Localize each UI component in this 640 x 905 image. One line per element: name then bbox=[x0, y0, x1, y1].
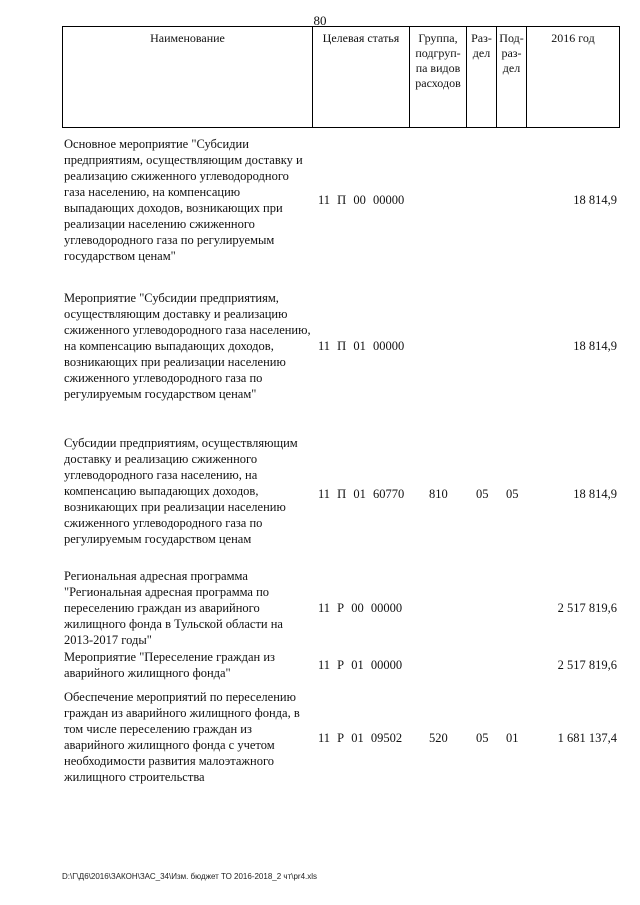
row-group: 810 bbox=[429, 487, 448, 501]
row-target: 11 Р 01 09502 bbox=[318, 731, 403, 745]
row-amount: 2 517 819,6 bbox=[557, 601, 617, 615]
header-section: Раз- дел bbox=[467, 27, 497, 127]
row-name: Мероприятие "Субсидии предприятиям, осуществляющим доставку и реализацию сжиженного углеводородного газа населению, на компенсацию выпадающих доходов, возникающих при реализации населению сжиженного углеводородного газа по регулируемым государством ценам" bbox=[64, 291, 311, 401]
row-amount: 18 814,9 bbox=[573, 193, 617, 207]
row-name: Субсидии предприятиям, осуществляющим доставку и реализацию сжиженного углеводородного газа населению, на компенсацию выпадающих доходов, возникающих при реализации населению сжиженного углеводородного газа по регулируемым государством ценам bbox=[64, 436, 298, 546]
row-name: Мероприятие "Переселение граждан из аварийного жилищного фонда" bbox=[64, 650, 275, 680]
table-header bbox=[62, 26, 620, 128]
file-path-footer: D:\Г\Д6\2016\ЗАКОН\ЗАС_34\Изм. бюджет ТО 2016-2018_2 чт\pr4.xls bbox=[62, 872, 318, 881]
row-name: Региональная адресная программа "Региональная адресная программа по переселению граждан из аварийного жилищного фонда в Тульской области на 2013-2017 годы" bbox=[64, 569, 283, 647]
row-amount: 2 517 819,6 bbox=[557, 658, 617, 672]
row-group: 520 bbox=[429, 731, 448, 745]
row-target: 11 Р 01 00000 bbox=[318, 658, 403, 672]
row-target: 11 П 01 60770 bbox=[318, 487, 405, 501]
row-subsection: 01 bbox=[506, 731, 519, 745]
row-target: 11 П 00 00000 bbox=[318, 193, 405, 207]
row-section: 05 bbox=[476, 487, 489, 501]
row-amount: 18 814,9 bbox=[573, 339, 617, 353]
row-amount: 1 681 137,4 bbox=[557, 731, 617, 745]
table-row bbox=[62, 689, 620, 789]
row-target: 11 Р 00 00000 bbox=[318, 601, 403, 615]
row-section: 05 bbox=[476, 731, 489, 745]
header-year: 2016 год bbox=[551, 31, 595, 45]
table-row bbox=[62, 136, 620, 264]
row-amount: 18 814,9 bbox=[573, 487, 617, 501]
table-row bbox=[62, 649, 620, 683]
row-target: 11 П 01 00000 bbox=[318, 339, 405, 353]
table-row bbox=[62, 435, 620, 555]
header-subsection: Под- раз- дел bbox=[497, 27, 527, 127]
header-group: Группа, подгруп- па видов расходов bbox=[410, 27, 467, 127]
row-subsection: 05 bbox=[506, 487, 519, 501]
row-name: Обеспечение мероприятий по переселению граждан из аварийного жилищного фонда, в том числе переселению граждан из аварийного жилищного фонда с учетом необходимости развития малоэтажного жилищного строительства bbox=[64, 690, 300, 784]
page-number: 80 bbox=[313, 13, 327, 28]
table-row bbox=[62, 568, 620, 648]
header-name: Наименование bbox=[63, 27, 313, 127]
header-target: Целевая статья bbox=[313, 27, 410, 127]
row-name: Основное мероприятие "Субсидии предприятиям, осуществляющим доставку и реализацию сжиженного углеводородного газа населению, на компенсацию выпадающих доходов, возникающих при реализации населению сжиженного углеводородного газа по регулируемым государством ценам" bbox=[64, 137, 303, 263]
table-row bbox=[62, 290, 620, 405]
